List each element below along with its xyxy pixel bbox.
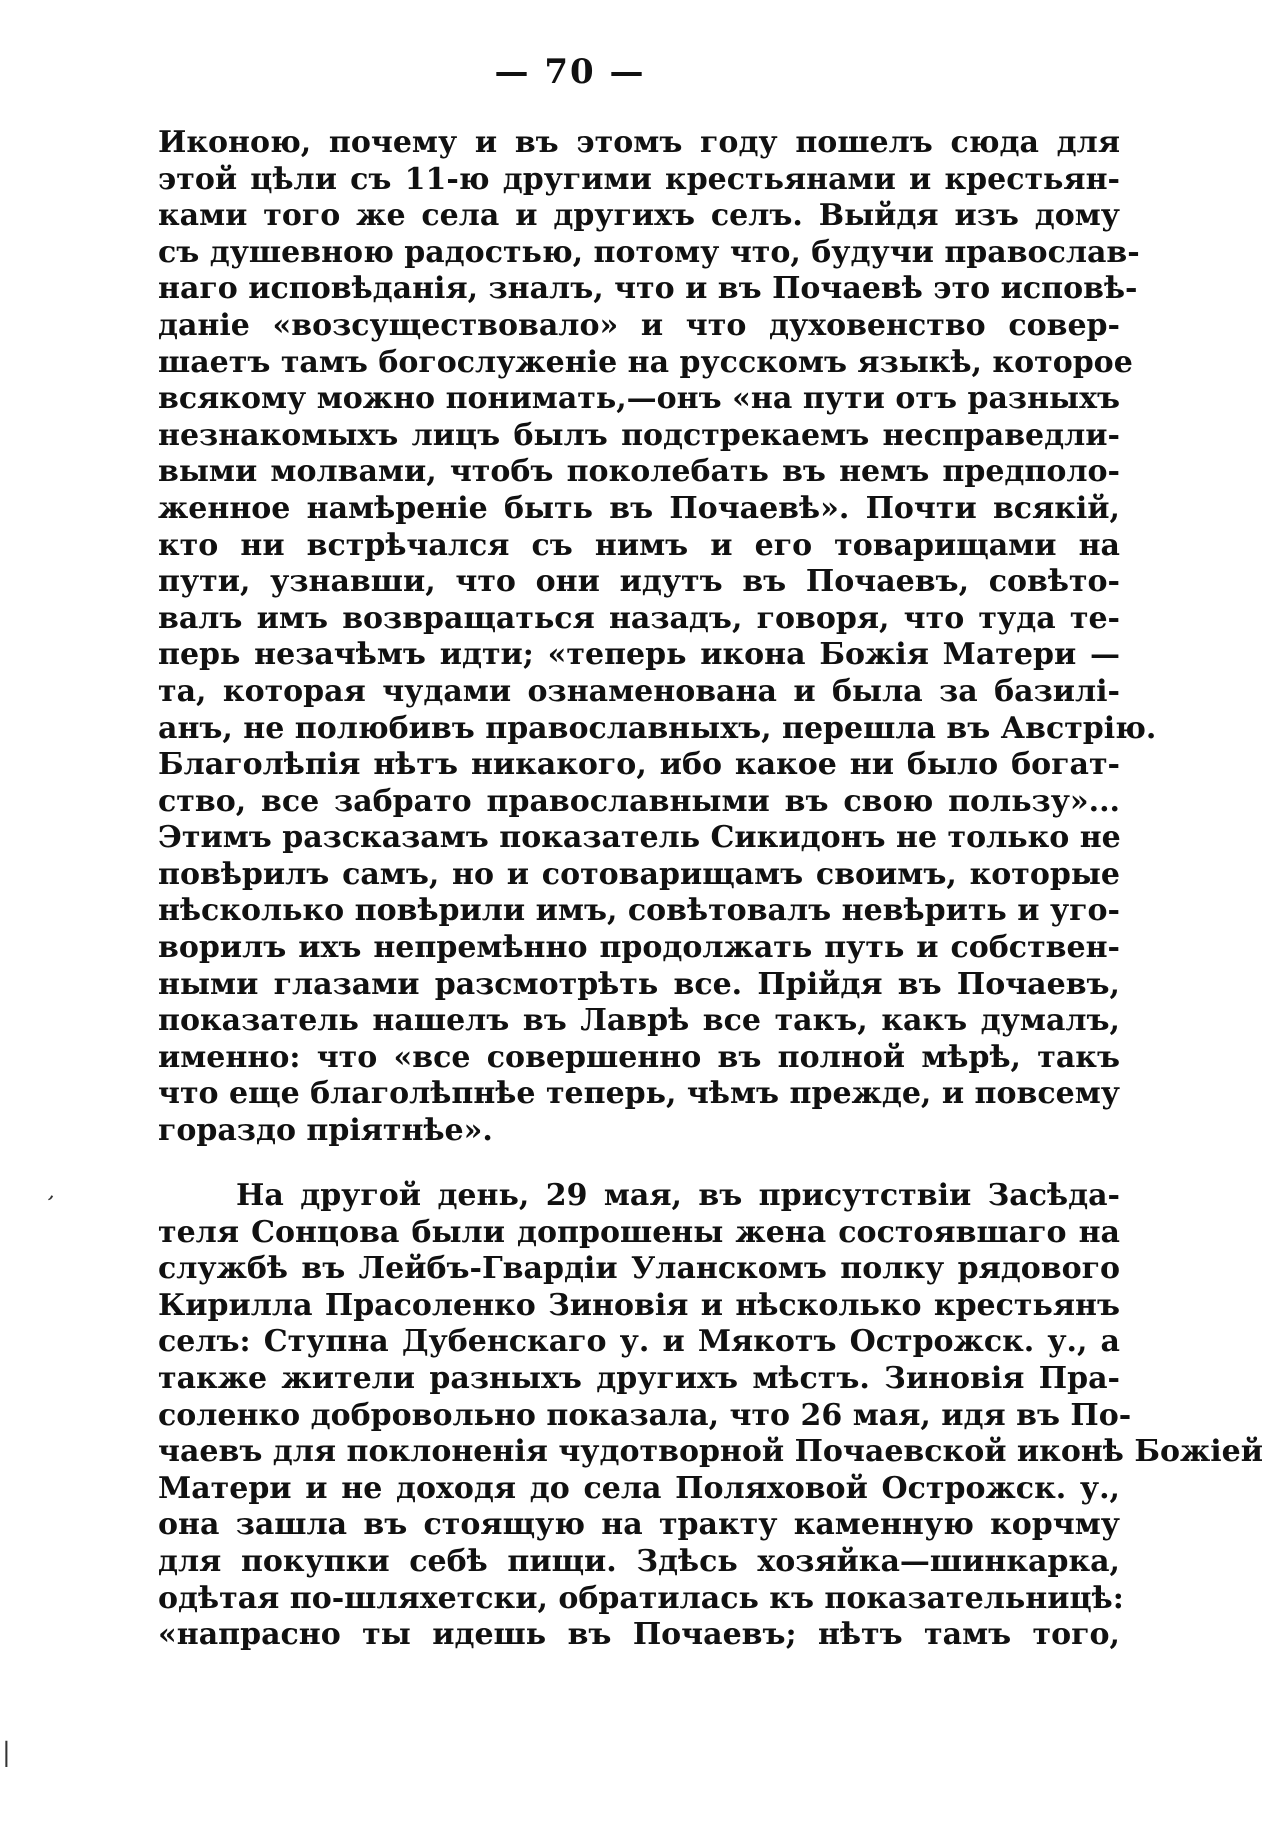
paragraph-line: та, которая чудами ознаменована и была за базилі- <box>158 673 1120 709</box>
paragraph-line: выми молвами, чтобъ поколебать въ немъ предполо- <box>158 454 1120 490</box>
paragraph-line: что еще благолѣпнѣе теперь, чѣмъ прежде, и повсему <box>158 1076 1120 1112</box>
paragraph-line: ными глазами разсмотрѣть все. Прійдя въ Почаевъ, <box>158 966 1120 1002</box>
paragraph-line: ворилъ ихъ непремѣнно продолжать путь и собствен- <box>158 930 1120 966</box>
paragraph-line: Матери и не доходя до села Поляховой Острожск. у., <box>158 1470 1120 1506</box>
paragraph-1 <box>158 125 1157 1150</box>
paragraph-line: этой цѣли съ 11-ю другими крестьянами и крестьян- <box>158 161 1120 197</box>
paragraph-line: гораздо пріятнѣе». <box>158 1113 493 1149</box>
paragraph-line: кто ни встрѣчался съ нимъ и его товарищами на <box>158 527 1120 563</box>
paragraph-line: для покупки себѣ пищи. Здѣсь хозяйка—шинкарка, <box>158 1543 1120 1579</box>
paragraph-line: «напрасно ты идешь въ Почаевъ; нѣтъ тамъ того, <box>158 1617 1120 1653</box>
paragraph-line: пути, узнавши, что они идутъ въ Почаевъ, совѣто- <box>158 564 1120 600</box>
paragraph-line: всякому можно понимать,—онъ «на пути отъ разныхъ <box>158 381 1120 417</box>
paragraph-line: именно: что «все совершенно въ полной мѣрѣ, такъ <box>158 1039 1120 1075</box>
paragraph-line: службѣ въ Лейбъ-Гвардіи Уланскомъ полку рядового <box>158 1251 1120 1287</box>
paragraph-line: чаевъ для поклоненія чудотворной Почаевской иконѣ Божіей <box>158 1434 1263 1470</box>
paragraph-line: нѣсколько повѣрили имъ, совѣтовалъ невѣрить и уго- <box>158 893 1120 929</box>
paragraph-line: анъ, не полюбивъ православныхъ, перешла въ Австрію. <box>158 710 1157 746</box>
paragraph-line: На другой день, 29 мая, въ присутствіи Засѣда- <box>236 1178 1120 1213</box>
paragraph-line: незнакомыхъ лицъ былъ подстрекаемъ несправедли- <box>158 417 1120 453</box>
paragraph-line: соленко добровольно показала, что 26 мая, идя въ По- <box>158 1397 1132 1433</box>
margin-bar-mark: | <box>2 1738 11 1768</box>
paragraph-line: она зашла въ стоящую на тракту каменную корчму <box>158 1507 1120 1543</box>
page-number: — 70 — <box>494 52 646 92</box>
paragraph-line: перь незачѣмъ идти; «теперь икона Божія Матери — <box>158 637 1120 673</box>
paragraph-line: показатель нашелъ въ Лаврѣ все такъ, какъ думалъ, <box>158 1003 1120 1039</box>
paragraph-line: одѣтая по-шляхетски, обратилась къ показательницѣ: <box>158 1580 1124 1616</box>
paragraph-line: наго исповѣданія, зналъ, что и въ Почаевѣ это исповѣ- <box>158 271 1138 307</box>
paragraph-line: повѣрилъ самъ, но и сотоварищамъ своимъ, которые <box>158 856 1120 892</box>
paragraph-line: женное намѣреніе быть въ Почаевѣ». Почти всякій, <box>158 490 1120 526</box>
paragraph-line: ство, все забрато православными въ свою пользу»... <box>158 783 1120 819</box>
paragraph-line: Кирилла Прасоленко Зиновія и нѣсколько крестьянъ <box>158 1287 1120 1323</box>
paragraph-line: валъ имъ возвращаться назадъ, говоря, что туда те- <box>158 600 1120 636</box>
paragraph-2 <box>158 1178 1263 1654</box>
paragraph-line: Этимъ разсказамъ показатель Сикидонъ не только не <box>158 820 1121 856</box>
paragraph-line: теля Сонцова были допрошены жена состоявшаго на <box>158 1214 1120 1250</box>
paragraph-line: селъ: Ступна Дубенскаго у. и Мякотъ Острожск. у., а <box>158 1324 1120 1360</box>
margin-tick-mark: ʼ <box>39 1191 56 1218</box>
paragraph-line: Иконою, почему и въ этомъ году пошелъ сюда для <box>158 125 1120 160</box>
paragraph-line: даніе «возсуществовало» и что духовенство совер- <box>158 307 1120 343</box>
paragraph-line: Благолѣпія нѣтъ никакого, ибо какое ни было богат- <box>158 747 1120 783</box>
paragraph-line: также жители разныхъ другихъ мѣстъ. Зиновія Пра- <box>158 1360 1120 1396</box>
paragraph-line: шаетъ тамъ богослуженіе на русскомъ языкѣ, которое <box>158 344 1133 380</box>
paragraph-line: съ душевною радостью, потому что, будучи православ- <box>158 234 1140 270</box>
paragraph-line: ками того же села и другихъ селъ. Выйдя изъ дому <box>158 198 1120 234</box>
